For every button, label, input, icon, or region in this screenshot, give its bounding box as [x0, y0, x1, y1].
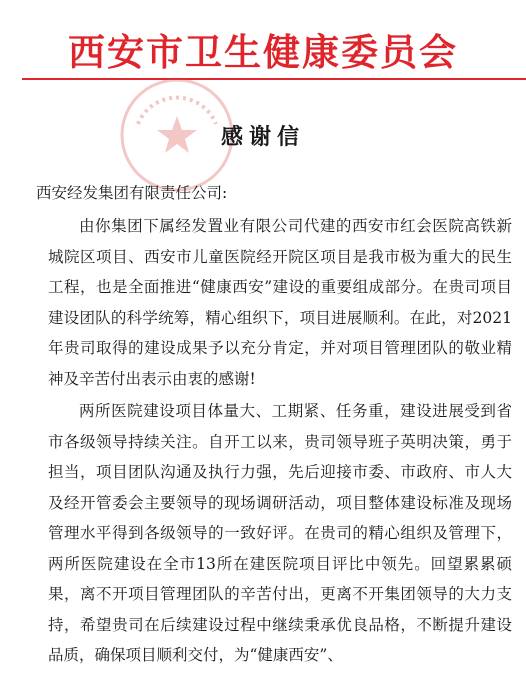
letterhead-divider	[22, 78, 526, 80]
letter-title: 感谢信	[220, 124, 305, 150]
body-paragraph: 两所医院建设项目体量大、工期紧、任务重，建设进展受到省市各级领导持续关注。自开工以来，贵司领导班子英明决策，勇于担当，项目团队沟通及执行力强，先后迎接市委、市政府、市人大及经开管委会主要领导的现场调研活动，项目整体建设标准及现场管理水平得到各级领导的一致好评。在贵司的精心组织及管理下，两所医院建设在全市13所在建医院项目评比中领先。回望累累硕果，离不开项目管理团队的辛苦付出，更离不开集团领导的大力支持，希望贵司在后续建设过程中继续秉承优良品格，不断提升建设品质，确保项目顺利交付，为“健康西安”、	[48, 402, 512, 664]
body-paragraph: 由你集团下属经发置业有限公司代建的西安市红会医院高铁新城院区项目、西安市儿童医院经开院区项目是我市极为重大的民生工程，也是全面推进“健康西安”建设的重要组成部分。在贵司项目建设团队的科学统筹，精心组织下，项目进展顺利。在此，对2021年贵司取得的建设成果予以充分肯定，并对项目管理团队的敬业精神及辛苦付出表示由衷的感谢!	[48, 217, 512, 388]
letter-body	[48, 211, 512, 671]
letter-salutation: 西安经发集团有限责任公司:	[36, 184, 228, 202]
letterhead-title: 西安市卫生健康委员会	[68, 31, 458, 74]
